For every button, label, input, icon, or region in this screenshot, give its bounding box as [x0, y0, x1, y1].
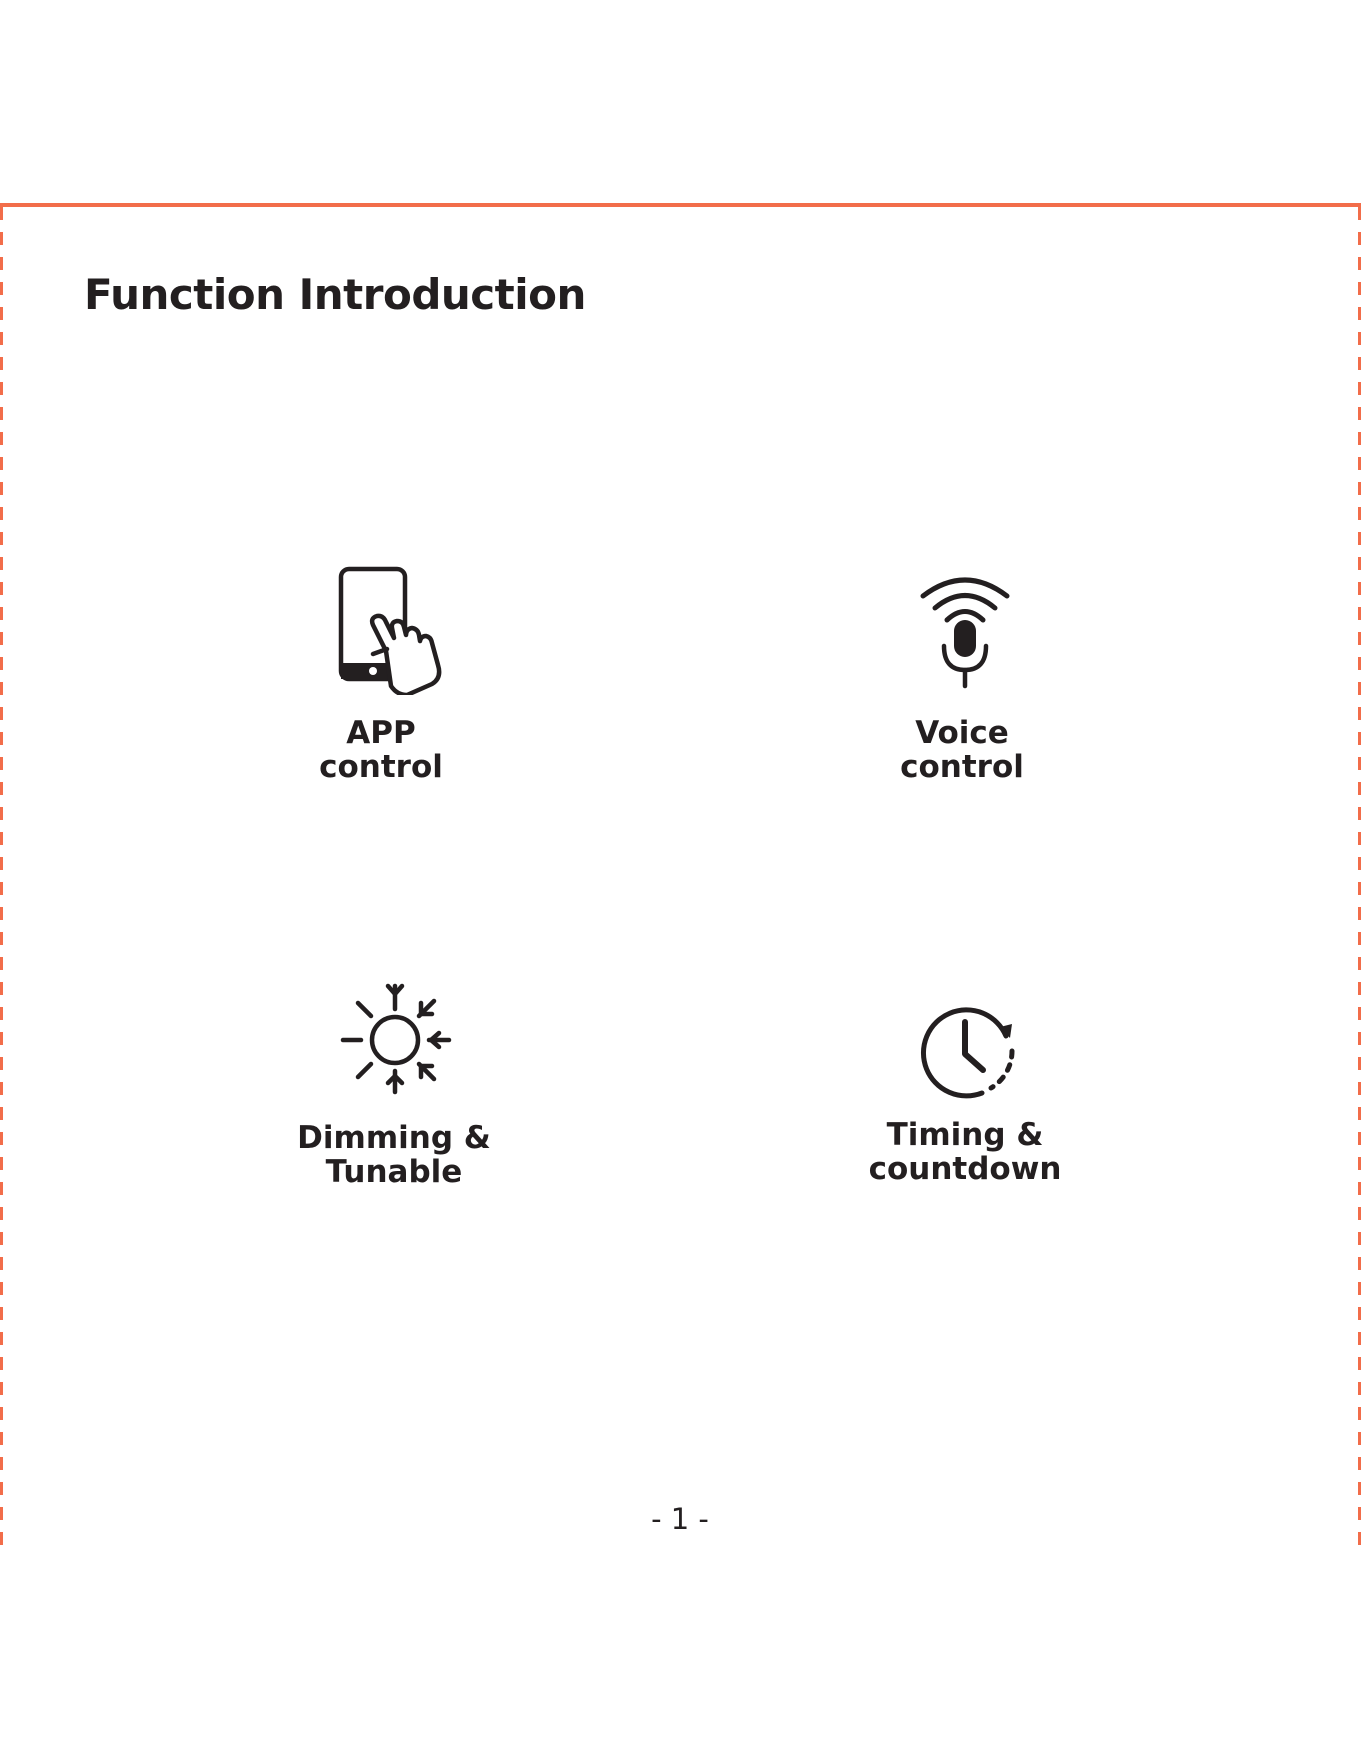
feature-label-app-control [251, 716, 511, 784]
smartphone-touch-icon [335, 565, 455, 695]
feature-label-line2: Tunable [325, 1154, 463, 1190]
page-number: - 1 - [651, 1502, 709, 1536]
feature-label-line1: APP [346, 715, 416, 751]
feature-label-voice-control [832, 716, 1092, 784]
feature-label-line1: Timing & [886, 1117, 1044, 1153]
microphone-signal-icon [915, 570, 1015, 690]
feature-label-dimming-tunable [264, 1121, 524, 1189]
clock-timer-icon [913, 996, 1023, 1106]
left-dashed-border [0, 207, 3, 1557]
feature-label-line2: control [900, 749, 1024, 785]
feature-label-line1: Dimming & [297, 1120, 491, 1156]
feature-label-line2: countdown [868, 1151, 1062, 1187]
feature-label-timing-countdown [835, 1118, 1095, 1186]
top-border-line [0, 203, 1361, 207]
feature-label-line2: control [319, 749, 443, 785]
sun-adjust-icon [335, 980, 455, 1100]
page-title: Function Introduction [84, 270, 586, 319]
feature-label-line1: Voice [915, 715, 1009, 751]
